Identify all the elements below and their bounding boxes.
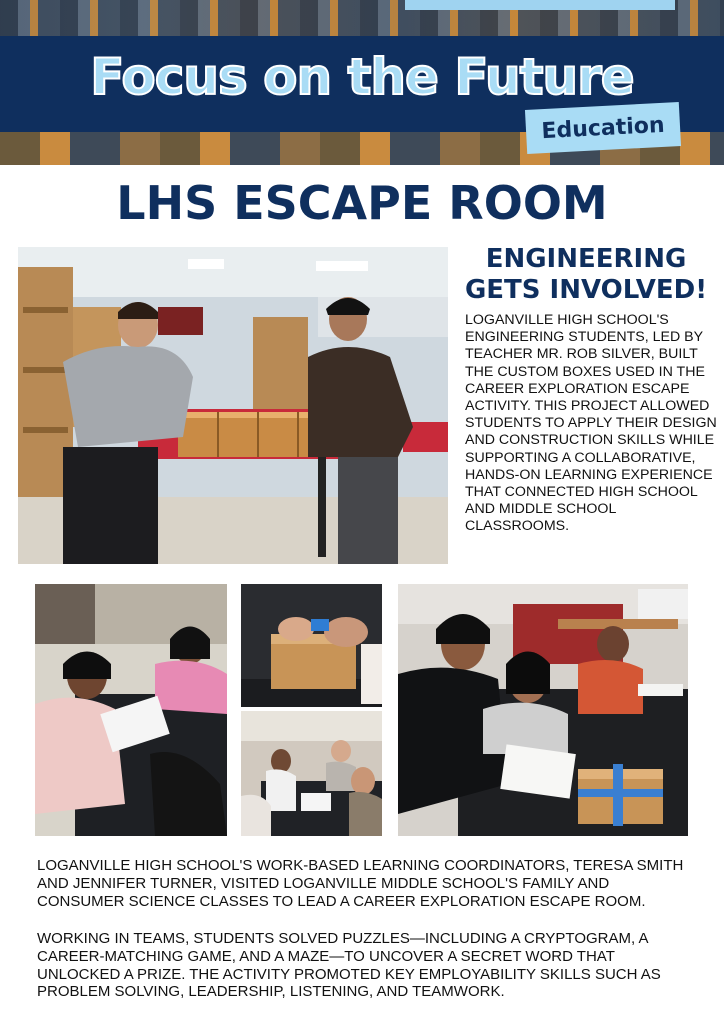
photo-students-with-box xyxy=(398,584,688,836)
article-paragraph-2: WORKING IN TEAMS, STUDENTS SOLVED PUZZLES—INCLUDING A CRYPTOGRAM, A CAREER-MATCHING GAME, AND A MAZE—TO UNCOVER A SECRET WORD THAT UNLOCKED A PRIZE. THE ACTIVITY PROMOTED KEY EMPLOYABILITY SKILLS SUCH AS PROBLEM SOLVING, LEADERSHIP, LISTENING, AND TEAMWORK. xyxy=(37,930,661,1001)
engineering-description: LOGANVILLE HIGH SCHOOL'S ENGINEERING STUDENTS, LED BY TEACHER MR. ROB SILVER, BUILT THE CUSTOM BOXES USED IN THE CAREER EXPLORATION ESCAPE ACTIVITY. THIS PROJECT ALLOWED STUDENTS TO APPLY THEIR DESIGN AND CONSTRUCTION SKILLS WHILE SUPPORTING A COLLABORATIVE, HANDS-ON LEARNING EXPERIENCE THAT CONNECTED HIGH SCHOOL AND MIDDLE SCHOOL CLASSROOMS. xyxy=(465,312,717,535)
header-banner xyxy=(0,0,724,165)
banner-accent-bar xyxy=(405,0,675,10)
section-tag: Education xyxy=(525,102,681,154)
article-subhead: ENGINEERING GETS INVOLVED! xyxy=(464,244,708,305)
banner-title: Focus on the Future xyxy=(90,48,634,106)
photo-engineering-students xyxy=(18,247,448,564)
photo-lockbox xyxy=(241,584,382,707)
article-paragraph-1: LOGANVILLE HIGH SCHOOL'S WORK-BASED LEARNING COORDINATORS, TERESA SMITH AND JENNIFER TURNER, VISITED LOGANVILLE MIDDLE SCHOOL'S FAMILY AND CONSUMER SCIENCE CLASSES TO LEAD A CAREER EXPLORATION ESCAPE ROOM. xyxy=(37,857,684,910)
photo-students-working xyxy=(35,584,227,836)
article-title: LHS ESCAPE ROOM xyxy=(116,176,608,230)
photo-classroom-group xyxy=(241,711,382,836)
